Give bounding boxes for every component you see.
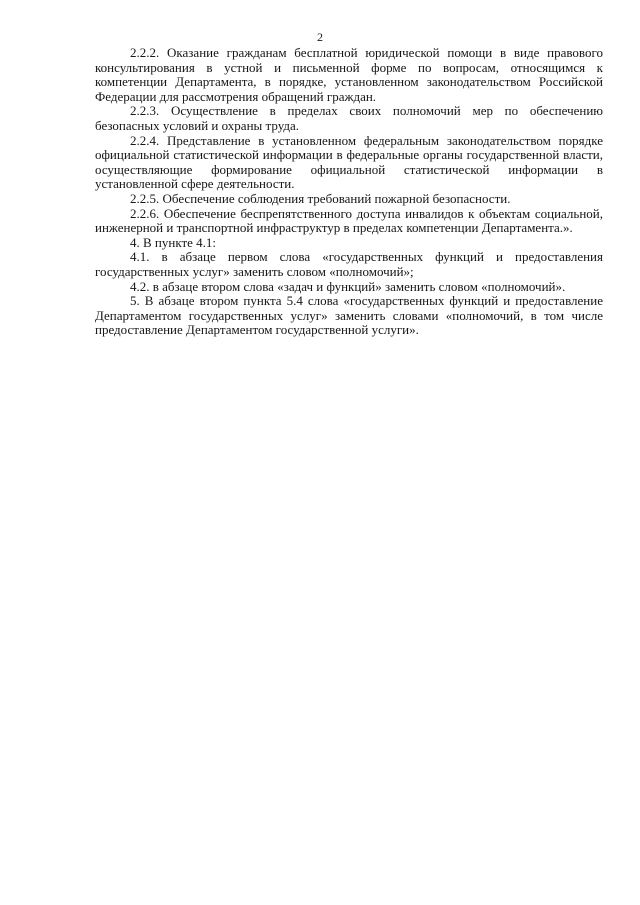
paragraph-2-2-6: 2.2.6. Обеспечение беспрепятственного доступа инвалидов к объектам социальной, инженерной и транспортной инфраструктур в пределах компетенции Департамента.». xyxy=(95,205,603,236)
document-body xyxy=(95,46,603,338)
paragraph-2-2-4: 2.2.4. Представление в установленном федеральным законодательством порядке официальной статистической информации в федеральные органы государственной власти, осуществляющие формирование официальной статистической информации в установленной сфере деятельности. xyxy=(95,132,603,192)
paragraph-2-2-2: 2.2.2. Оказание гражданам бесплатной юридической помощи в виде правового консультирования в устной и письменной форме по вопросам, относящимся к компетенции Департамента, в порядке, установленном законодательством Российской Федерации для рассмотрения обращений граждан. xyxy=(95,45,603,104)
page-number: 2 xyxy=(317,30,323,44)
paragraph-4: 4. В пункте 4.1: xyxy=(130,234,217,250)
paragraph-5: 5. В абзаце втором пункта 5.4 слова «государственных функций и предоставление Департаментом государственных услуг» заменить словами «полномочий, в том числе предоставление Департаментом государственной услуги». xyxy=(95,293,603,338)
paragraph-4-1: 4.1. в абзаце первом слова «государственных функций и предоставления государственных услуг» заменить словом «полномочий»; xyxy=(95,249,603,279)
paragraph-2-2-5: 2.2.5. Обеспечение соблюдения требований пожарной безопасности. xyxy=(130,190,511,206)
paragraph-4-2: 4.2. в абзаце втором слова «задач и функций» заменить словом «полномочий». xyxy=(130,278,566,294)
paragraph-2-2-3: 2.2.3. Осуществление в пределах своих полномочий мер по обеспечению безопасных условий и охраны труда. xyxy=(95,103,603,133)
